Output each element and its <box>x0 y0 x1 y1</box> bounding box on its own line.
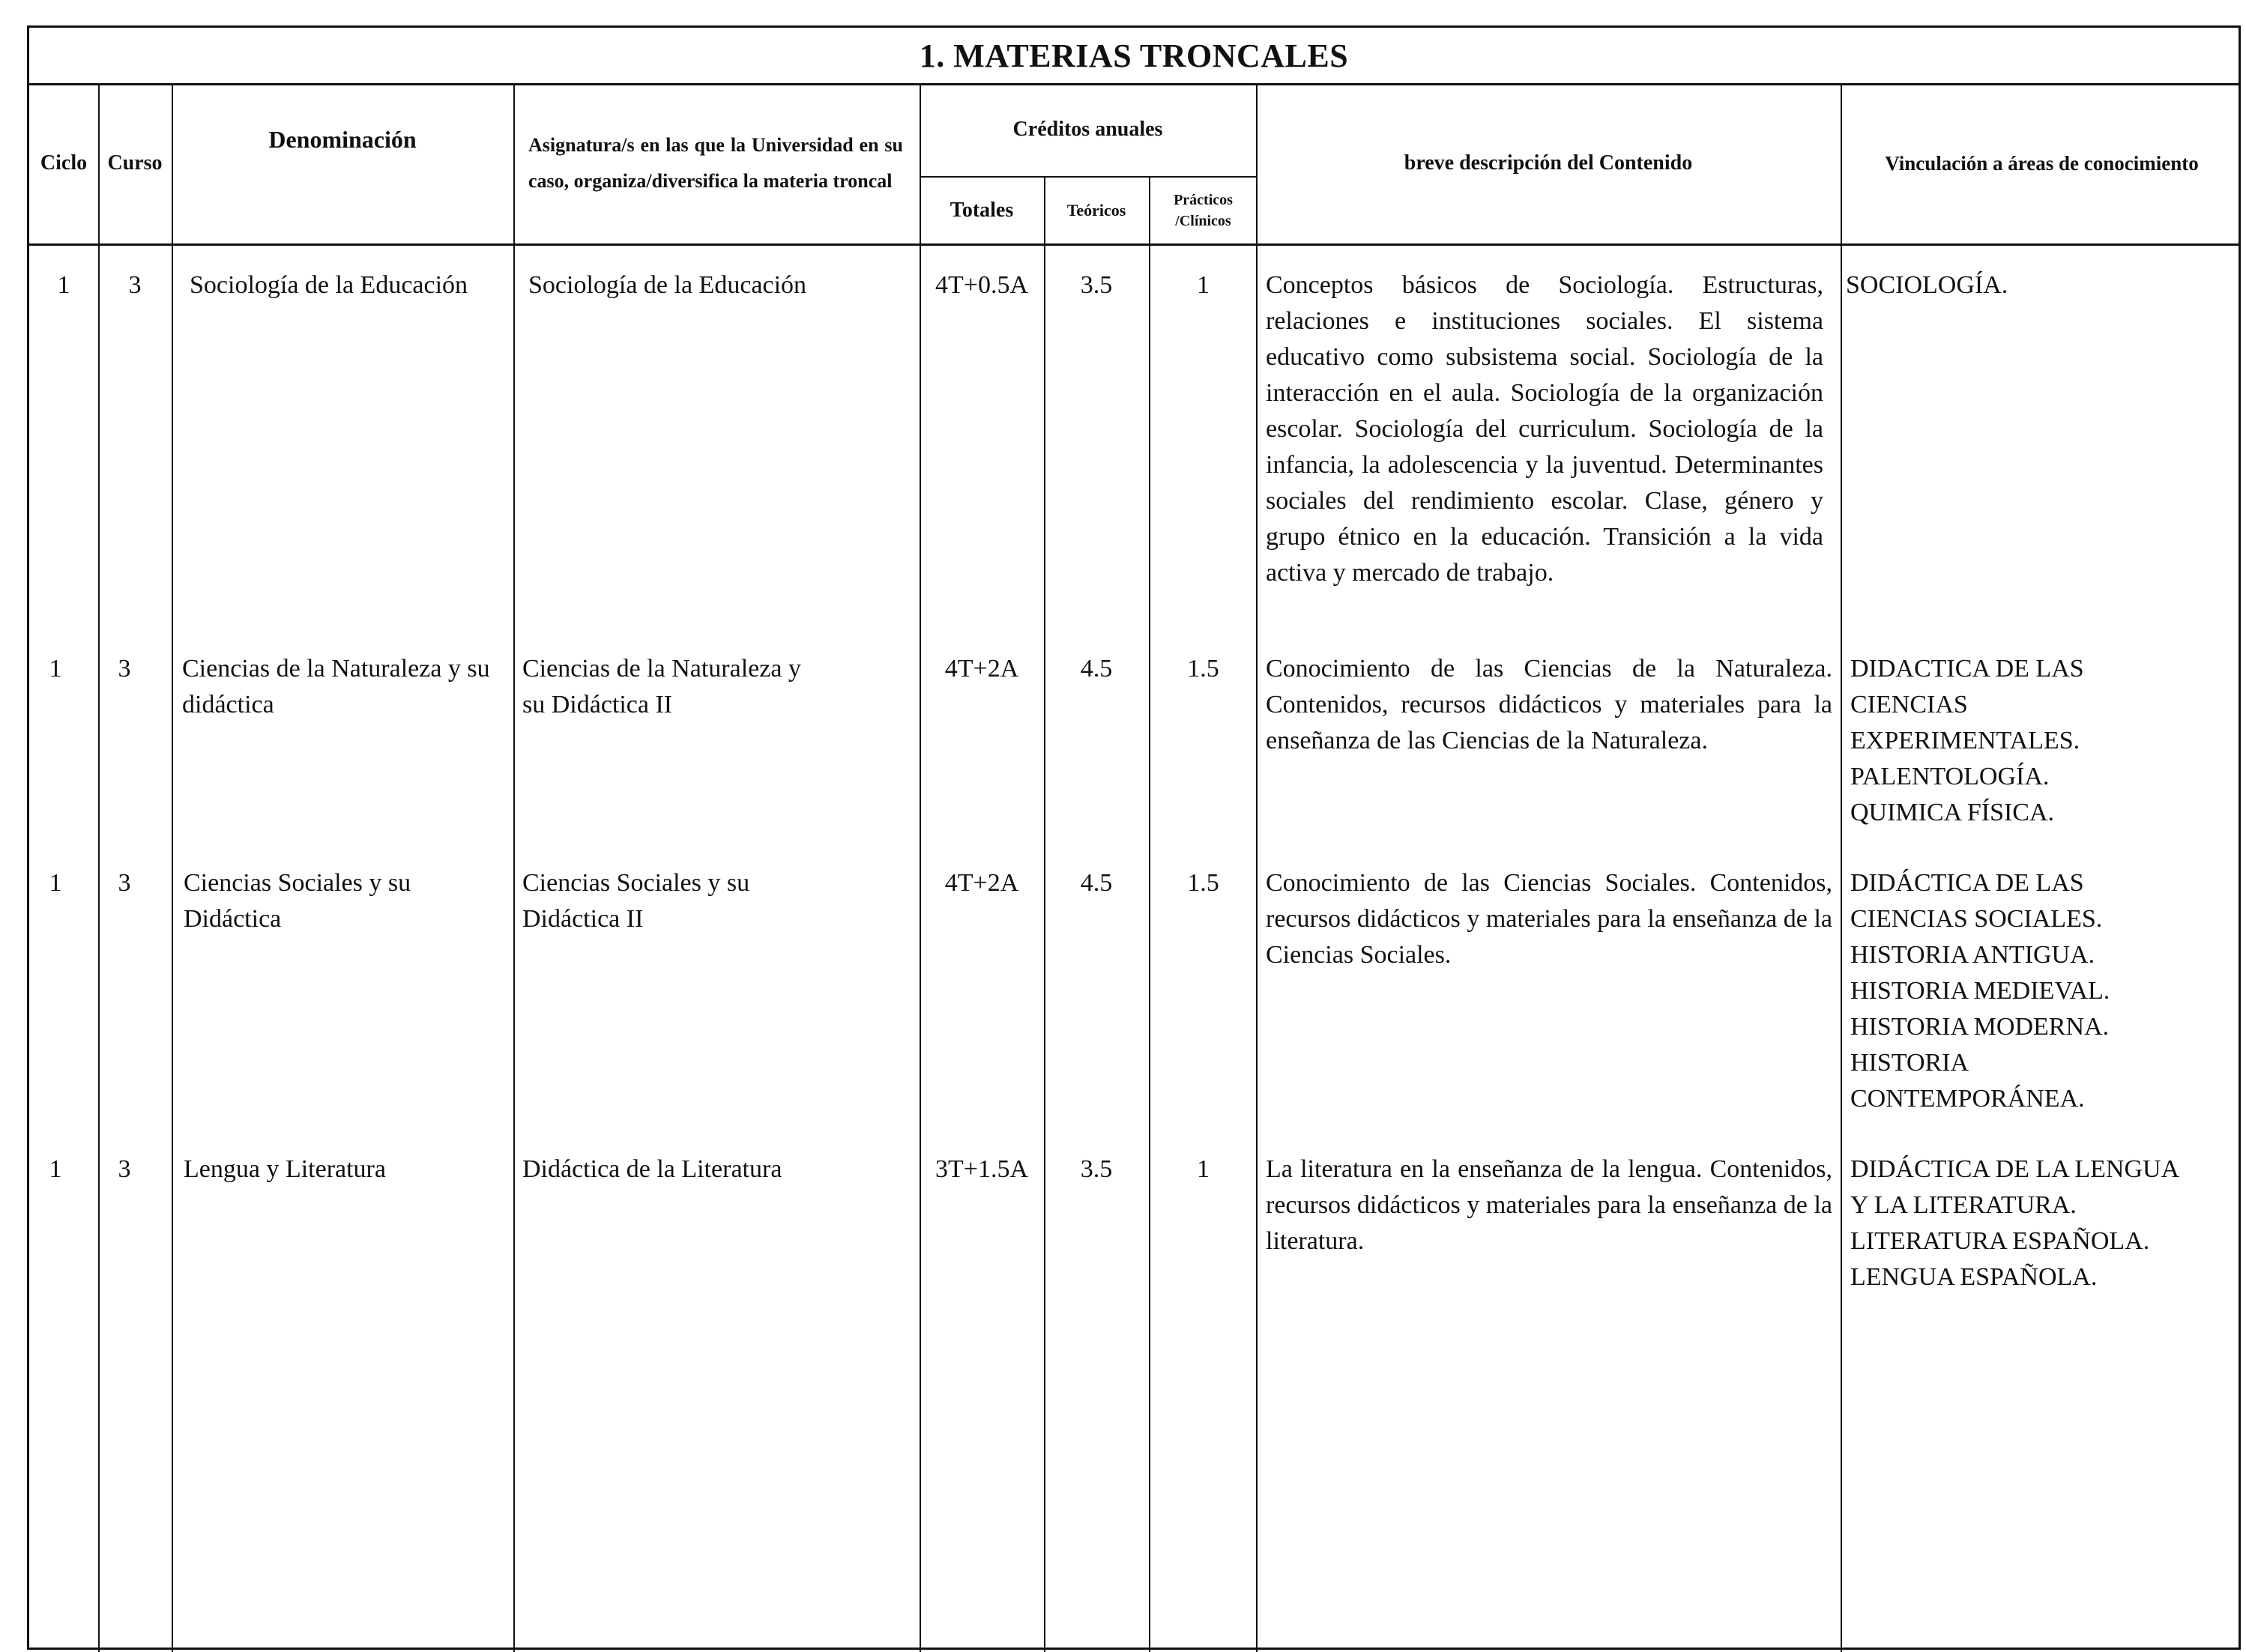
row4-totales: 3T+1.5A <box>935 1155 1028 1183</box>
row2-practicos: 1.5 <box>1187 655 1219 683</box>
row4-descripcion: La literatura en la enseñanza de la lengua. Contenidos, recursos didácticos y materiales para la enseñanza de la literatura. <box>1266 1155 1832 1255</box>
col-line-5 <box>1044 176 1045 1652</box>
header-practicos: Prácticos /Clínicos <box>1174 192 1233 229</box>
row2-teoricos: 4.5 <box>1080 655 1113 683</box>
row4-vinculacion <box>1850 1152 2240 1295</box>
row3-denominacion: Ciencias Sociales y su Didáctica <box>184 869 411 933</box>
row2-vinc-line-1: DIDACTICA DE LAS <box>1850 655 2084 683</box>
row3-vinc-line-6: HISTORIA <box>1850 1049 1969 1077</box>
row3-vinc-line-7: CONTEMPORÁNEA. <box>1850 1085 2085 1113</box>
header-divider <box>29 243 2239 246</box>
row4-vinc-line-1: DIDÁCTICA DE LA LENGUA <box>1850 1155 2180 1183</box>
row2-curso: 3 <box>118 655 131 683</box>
header-creditos: Créditos anuales <box>1012 118 1163 141</box>
col-line-8 <box>1841 83 1842 1652</box>
col-line-7 <box>1256 83 1258 1652</box>
row3-totales: 4T+2A <box>944 869 1019 897</box>
row2-vinculacion <box>1850 651 2240 831</box>
row3-teoricos: 4.5 <box>1080 869 1113 897</box>
row3-vinc-line-3: HISTORIA ANTIGUA. <box>1850 941 2095 969</box>
row2-vinc-line-3: EXPERIMENTALES. <box>1850 727 2080 754</box>
row2-vinc-line-2: CIENCIAS <box>1850 691 1968 718</box>
row4-asignatura: Didáctica de la Literatura <box>522 1155 782 1183</box>
row4-curso: 3 <box>118 1155 131 1183</box>
header-ciclo: Ciclo <box>40 151 88 175</box>
section-title: 1. MATERIAS TRONCALES <box>29 28 2239 85</box>
header-descripcion: breve descripción del Contenido <box>1404 151 1693 175</box>
col-line-2 <box>172 83 173 1652</box>
row3-vinc-line-2: CIENCIAS SOCIALES. <box>1850 905 2103 933</box>
row3-ciclo: 1 <box>49 869 62 897</box>
row1-teoricos: 3.5 <box>1080 271 1113 299</box>
row1-totales: 4T+0.5A <box>935 271 1028 299</box>
row1-ciclo: 1 <box>57 271 70 299</box>
header-totales: Totales <box>950 199 1014 222</box>
row2-vinc-line-4: PALENTOLOGÍA. <box>1850 763 2050 790</box>
row3-vinc-line-5: HISTORIA MODERNA. <box>1850 1013 2110 1041</box>
row4-vinc-line-4: LENGUA ESPAÑOLA. <box>1850 1263 2098 1291</box>
header-asignatura: Asignatura/s en las que la Universidad en su caso, organiza/diversifica la materia troncal <box>528 134 903 192</box>
row4-ciclo: 1 <box>49 1155 62 1183</box>
row2-denominacion: Ciencias de la Naturaleza y su didáctica <box>182 655 490 718</box>
row2-totales: 4T+2A <box>944 655 1019 683</box>
row3-asignatura: Ciencias Sociales y su Didáctica II <box>522 869 750 933</box>
header-teoricos: Teóricos <box>1066 201 1126 220</box>
row3-vinc-line-1: DIDÁCTICA DE LAS <box>1850 869 2084 897</box>
row4-vinc-line-3: LITERATURA ESPAÑOLA. <box>1850 1227 2150 1255</box>
row3-practicos: 1.5 <box>1187 869 1219 897</box>
row1-asignatura: Sociología de la Educación <box>528 271 807 299</box>
row1-denominacion: Sociología de la Educación <box>190 271 468 299</box>
row4-denominacion: Lengua y Literatura <box>184 1155 386 1183</box>
col-line-6 <box>1149 176 1150 1652</box>
row2-ciclo: 1 <box>49 655 62 683</box>
row3-vinculacion <box>1850 865 2240 1117</box>
row1-vinculacion <box>1846 267 2236 303</box>
col-line-3 <box>513 83 515 1652</box>
row4-practicos: 1 <box>1197 1155 1210 1183</box>
row4-teoricos: 3.5 <box>1080 1155 1113 1183</box>
row2-descripcion: Conocimiento de las Ciencias de la Naturaleza. Contenidos, recursos didácticos y materiales para la enseñanza de las Ciencias de la Naturaleza. <box>1266 655 1832 754</box>
header-curso: Curso <box>107 151 163 175</box>
row1-vinc-line-1: SOCIOLOGÍA. <box>1846 271 2008 299</box>
row1-curso: 3 <box>128 271 142 299</box>
document-frame <box>27 25 2241 1650</box>
row2-vinc-line-5: QUIMICA FÍSICA. <box>1850 799 2055 826</box>
row4-vinc-line-2: Y LA LITERATURA. <box>1850 1191 2077 1219</box>
row3-descripcion: Conocimiento de las Ciencias Sociales. Contenidos, recursos didácticos y materiales para la enseñanza de la Ciencias Sociales. <box>1266 869 1832 969</box>
header-vinculacion: Vinculación a áreas de conocimiento <box>1885 151 2199 175</box>
row3-vinc-line-4: HISTORIA MEDIEVAL. <box>1850 977 2110 1005</box>
header-denominacion: Denominación <box>268 125 417 153</box>
row3-curso: 3 <box>118 869 131 897</box>
row1-practicos: 1 <box>1197 271 1210 299</box>
row2-asignatura: Ciencias de la Naturaleza y su Didáctica II <box>522 655 801 718</box>
row1-descripcion: Conceptos básicos de Sociología. Estructuras, relaciones e instituciones sociales. El sistema educativo como subsistema social. Sociología de la interacción en el aula. Sociología de la organización escolar. Sociología del curriculum. Sociología de la infancia, la adolescencia y la juventud. Determinantes sociales del rendimiento escolar. Clase, género y grupo étnico en la educación. Transición a la vida activa y mercado de trabajo. <box>1266 271 1823 587</box>
